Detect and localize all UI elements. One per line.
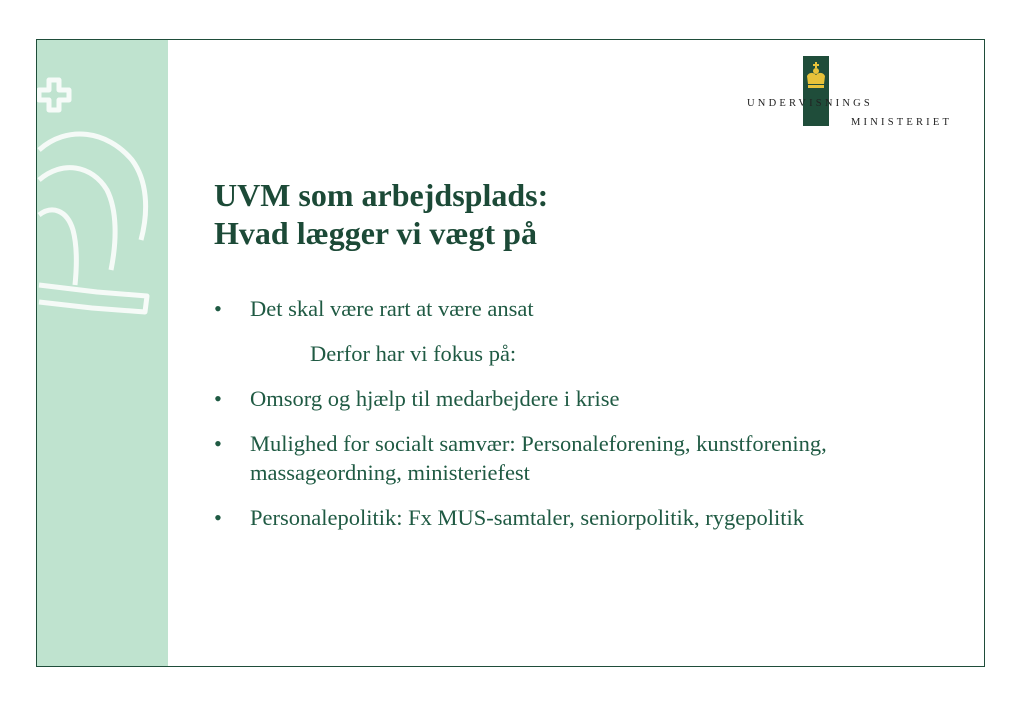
list-item (214, 384, 914, 413)
crown-emblem-icon (803, 56, 829, 126)
logo-text-line1: UNDERVISNINGS (747, 98, 873, 109)
list-item (214, 503, 914, 532)
list-item-text: Derfor har vi fokus på: (310, 341, 517, 366)
logo-text-line2: MINISTERIET (851, 117, 953, 128)
list-item-text: Omsorg og hjælp til medarbejdere i krise (250, 386, 620, 411)
list-item (214, 294, 914, 323)
list-item-text: Personalepolitik: Fx MUS-samtaler, seniorpolitik, rygepolitik (250, 505, 805, 530)
slide-title (214, 176, 548, 252)
bullet-marker: • (214, 296, 222, 321)
bullet-marker: • (214, 505, 222, 530)
bullet-marker: • (214, 386, 222, 411)
list-item-text: Det skal være rart at være ansat (250, 296, 534, 321)
list-item-subline (214, 339, 914, 368)
list-item (214, 429, 914, 487)
list-item-text: Mulighed for socialt samvær: Personaleforening, kunstforening, massageordning, ministeriefest (250, 431, 827, 485)
side-band (37, 40, 168, 666)
crown-watermark-icon (37, 40, 168, 340)
bullet-list (214, 294, 914, 548)
slide (36, 39, 985, 667)
title-line-1: UVM som arbejdsplads: (214, 177, 549, 213)
bullet-marker: • (214, 431, 222, 456)
title-line-2: Hvad lægger vi vægt på (214, 215, 537, 251)
ministry-logo (747, 54, 967, 134)
